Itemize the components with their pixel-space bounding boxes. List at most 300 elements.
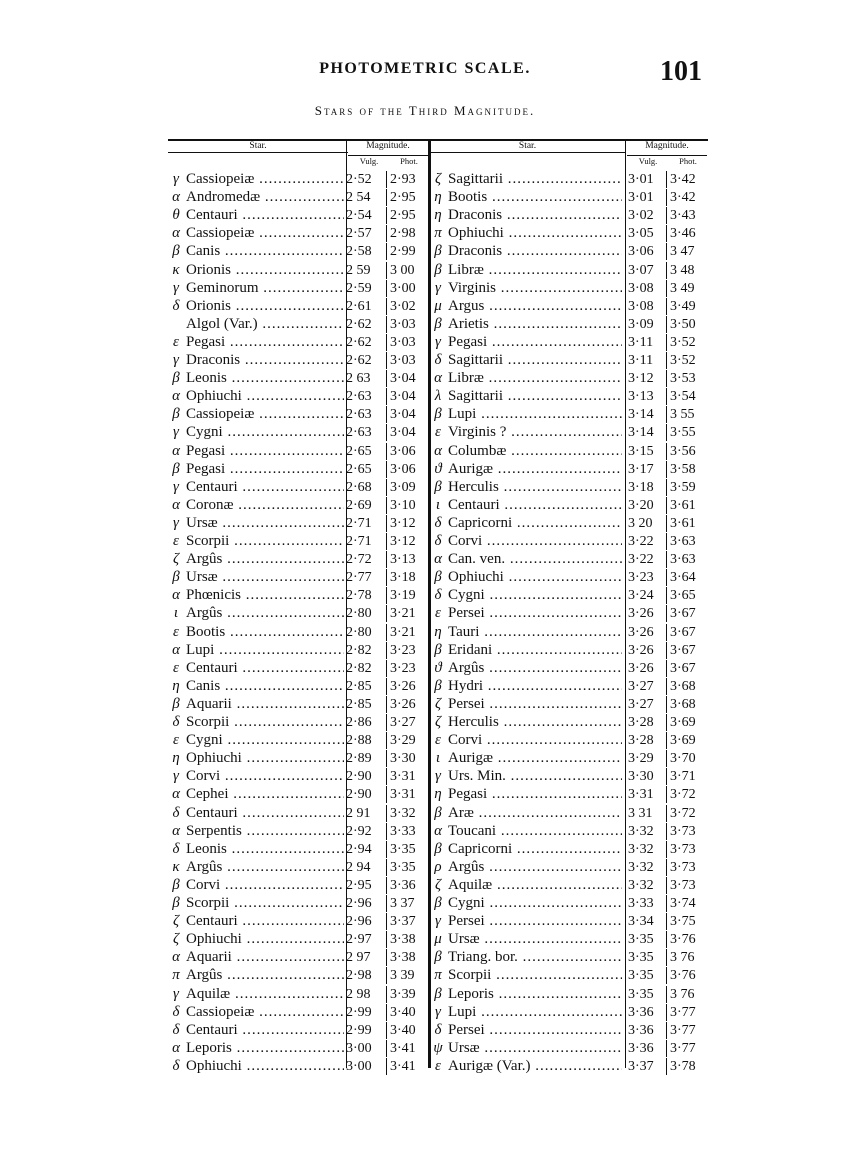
vulgar-magnitude: 3·29 bbox=[628, 751, 654, 767]
vulgar-magnitude: 3·06 bbox=[628, 244, 654, 260]
vulgar-magnitude: 3·20 bbox=[628, 497, 654, 513]
magnitude-divider bbox=[386, 895, 387, 912]
star-greek-letter: β bbox=[434, 406, 442, 423]
photometric-magnitude: 2·99 bbox=[390, 244, 416, 260]
magnitude-divider bbox=[666, 768, 667, 785]
table-row bbox=[168, 533, 448, 550]
magnitude-divider bbox=[386, 768, 387, 785]
magnitude-divider bbox=[386, 298, 387, 315]
vulgar-magnitude: 3·35 bbox=[628, 986, 654, 1002]
vulgar-magnitude: 3·37 bbox=[628, 1058, 654, 1074]
vulgar-magnitude: 2·86 bbox=[346, 715, 372, 730]
table-row bbox=[168, 750, 448, 767]
table-row bbox=[430, 841, 710, 858]
star-name: Herculis ..... bbox=[448, 479, 622, 496]
magnitude-divider bbox=[386, 1040, 387, 1057]
vulgar-magnitude: 2·92 bbox=[346, 823, 372, 839]
magnitude-divider bbox=[666, 443, 667, 460]
star-greek-letter: β bbox=[434, 949, 442, 966]
table-row bbox=[168, 551, 448, 568]
magnitude-divider bbox=[386, 841, 387, 858]
star-greek-letter: γ bbox=[435, 1003, 441, 1020]
magnitude-divider bbox=[386, 786, 387, 803]
vulgar-magnitude: 2·88 bbox=[346, 733, 372, 749]
table-row bbox=[168, 714, 448, 731]
table-caption: Stars of the Third Magnitude. bbox=[314, 103, 536, 118]
vulgar-magnitude: 3·35 bbox=[628, 932, 654, 948]
photometric-magnitude: 3·02 bbox=[390, 298, 416, 314]
photometric-magnitude: 3·71 bbox=[670, 769, 696, 785]
star-name: Libræ ..... bbox=[448, 262, 622, 279]
star-greek-letter: α bbox=[172, 587, 180, 604]
magnitude-divider bbox=[386, 243, 387, 260]
photometric-magnitude: 3·77 bbox=[670, 1022, 696, 1038]
magnitude-divider bbox=[386, 497, 387, 514]
star-name: Columbæ ..... bbox=[448, 443, 622, 460]
star-name: Bootis ..... bbox=[448, 189, 622, 206]
magnitude-divider bbox=[666, 949, 667, 966]
vulgar-magnitude: 3·01 bbox=[628, 190, 654, 206]
star-greek-letter: δ bbox=[434, 587, 442, 604]
star-name: Argus ..... bbox=[448, 298, 622, 315]
star-name: Pegasi ..... bbox=[448, 786, 622, 803]
star-name: Sagittarii ..... bbox=[448, 352, 622, 369]
star-greek-letter: α bbox=[172, 189, 180, 206]
star-name: Ophiuchi ..... bbox=[448, 225, 622, 242]
star-name: Cygni ..... bbox=[186, 424, 344, 441]
star-greek-letter: γ bbox=[435, 279, 441, 296]
vulgar-magnitude: 2·80 bbox=[346, 606, 372, 622]
vulgar-magnitude: 3·13 bbox=[628, 389, 654, 405]
magnitude-divider bbox=[386, 678, 387, 695]
magnitude-column-header-right: Magnitude. bbox=[645, 141, 689, 151]
magnitude-divider bbox=[666, 732, 667, 749]
table-row bbox=[168, 841, 448, 858]
photometric-magnitude: 3·63 bbox=[670, 552, 696, 568]
star-greek-letter: μ bbox=[434, 931, 442, 948]
table-row bbox=[168, 805, 448, 822]
photometric-magnitude: 3 00 bbox=[390, 262, 415, 278]
vulgar-magnitude: 2 97 bbox=[346, 950, 371, 966]
magnitude-divider bbox=[386, 859, 387, 876]
star-greek-letter: ι bbox=[435, 750, 441, 767]
photometric-magnitude: 3 47 bbox=[670, 244, 695, 260]
star-name: Sagittarii ..... bbox=[448, 388, 622, 405]
star-name: Draconis ..... bbox=[448, 207, 622, 224]
photometric-magnitude: 3·40 bbox=[390, 1022, 416, 1038]
photometric-magnitude: 3 76 bbox=[670, 986, 695, 1002]
star-greek-letter: δ bbox=[434, 514, 442, 531]
star-name: Aurigæ (Var.) ..... bbox=[448, 1058, 622, 1075]
photometric-magnitude: 3·67 bbox=[670, 642, 696, 658]
star-greek-letter: ϑ bbox=[434, 659, 442, 676]
table-row bbox=[430, 786, 710, 803]
vulgar-magnitude: 3·36 bbox=[628, 1040, 654, 1056]
star-greek-letter: α bbox=[434, 551, 442, 568]
vulgar-magnitude: 3·36 bbox=[628, 1004, 654, 1020]
table-row bbox=[430, 931, 710, 948]
phot-header-right: Phot. bbox=[679, 156, 697, 166]
star-greek-letter: α bbox=[172, 225, 180, 242]
star-greek-letter: β bbox=[172, 569, 180, 586]
vulgar-magnitude: 3·32 bbox=[628, 877, 654, 893]
vulgar-magnitude: 2·95 bbox=[346, 877, 372, 893]
magnitude-divider bbox=[666, 461, 667, 478]
star-greek-letter: α bbox=[172, 496, 180, 513]
star-name: Lupi ..... bbox=[448, 1004, 622, 1021]
magnitude-divider bbox=[666, 1022, 667, 1039]
table-row bbox=[430, 171, 710, 188]
table-row bbox=[168, 696, 448, 713]
star-greek-letter: β bbox=[434, 243, 442, 260]
photometric-magnitude: 3·23 bbox=[390, 642, 416, 658]
vulgar-magnitude: 2·71 bbox=[346, 515, 372, 531]
magnitude-divider bbox=[666, 225, 667, 242]
magnitude-divider bbox=[386, 388, 387, 405]
running-head: PHOTOMETRIC SCALE. bbox=[319, 60, 531, 77]
star-greek-letter: γ bbox=[435, 913, 441, 930]
vulgar-magnitude: 3·28 bbox=[628, 715, 654, 730]
star-name: Urs. Min. ..... bbox=[448, 768, 622, 785]
star-name: Orionis ..... bbox=[186, 298, 344, 315]
star-name: Argûs ..... bbox=[448, 859, 622, 876]
magnitude-divider bbox=[386, 696, 387, 713]
photometric-magnitude: 3·30 bbox=[390, 751, 416, 767]
vulgar-magnitude: 3·35 bbox=[628, 968, 654, 984]
vulgar-magnitude: 3·35 bbox=[628, 950, 654, 966]
magnitude-divider bbox=[386, 370, 387, 387]
star-name: Draconis ..... bbox=[448, 243, 622, 260]
star-name: Cygni ..... bbox=[448, 895, 622, 912]
star-greek-letter: β bbox=[434, 895, 442, 911]
star-greek-letter: γ bbox=[173, 352, 179, 368]
magnitude-divider bbox=[666, 660, 667, 677]
table-row bbox=[168, 1040, 448, 1057]
photometric-magnitude: 3·32 bbox=[390, 805, 416, 821]
star-greek-letter: ε bbox=[173, 623, 179, 640]
magnitude-divider bbox=[386, 533, 387, 550]
photometric-magnitude: 3·77 bbox=[670, 1004, 696, 1020]
vulgar-magnitude: 3·26 bbox=[628, 606, 654, 622]
star-greek-letter: β bbox=[172, 406, 180, 423]
table-row bbox=[430, 768, 710, 785]
magnitude-divider bbox=[386, 406, 387, 423]
photometric-magnitude: 3·69 bbox=[670, 733, 696, 749]
table-row bbox=[168, 642, 448, 659]
star-greek-letter: δ bbox=[434, 352, 442, 368]
table-row bbox=[168, 1004, 448, 1021]
photometric-magnitude: 3·41 bbox=[390, 1058, 416, 1074]
star-greek-letter: β bbox=[172, 895, 180, 911]
vulgar-magnitude: 2·96 bbox=[346, 914, 372, 930]
phot-header-left: Phot. bbox=[400, 156, 418, 166]
photometric-magnitude: 3·03 bbox=[390, 316, 416, 332]
vulgar-magnitude: 3·24 bbox=[628, 588, 654, 604]
vulgar-magnitude: 3·27 bbox=[628, 678, 654, 694]
table-row bbox=[168, 515, 448, 532]
star-greek-letter: δ bbox=[434, 1021, 442, 1038]
star-name: Aurigæ ..... bbox=[448, 461, 622, 478]
table-row bbox=[430, 207, 710, 224]
star-column-header-right: Star. bbox=[518, 141, 537, 151]
star-greek-letter: ζ bbox=[172, 551, 180, 568]
star-name: Ophiuchi ..... bbox=[186, 1058, 344, 1075]
magnitude-divider bbox=[666, 805, 667, 822]
star-greek-letter: β bbox=[434, 677, 442, 694]
magnitude-divider bbox=[386, 986, 387, 1003]
header-rule-right bbox=[430, 152, 625, 153]
star-name: Aquilæ ..... bbox=[448, 877, 622, 894]
header-rule-left bbox=[168, 152, 348, 153]
table-row bbox=[168, 823, 448, 840]
photometric-magnitude: 3·50 bbox=[670, 316, 696, 332]
table-row bbox=[168, 479, 448, 496]
vulgar-magnitude: 3·17 bbox=[628, 461, 654, 477]
table-row bbox=[430, 262, 710, 279]
star-greek-letter: γ bbox=[173, 171, 179, 187]
magnitude-divider bbox=[386, 949, 387, 966]
table-row bbox=[430, 986, 710, 1003]
photometric-magnitude: 3·36 bbox=[390, 877, 416, 893]
photometric-magnitude: 3·41 bbox=[390, 1040, 416, 1056]
vulgar-magnitude: 3·22 bbox=[628, 552, 654, 568]
magnitude-divider bbox=[666, 298, 667, 315]
star-name: Capricorni ..... bbox=[448, 515, 622, 532]
magnitude-divider bbox=[666, 479, 667, 496]
star-name: Centauri ..... bbox=[186, 479, 344, 496]
table-row bbox=[430, 732, 710, 749]
photometric-magnitude: 3·04 bbox=[390, 371, 416, 387]
vulgar-magnitude: 3·33 bbox=[628, 896, 654, 911]
vulgar-magnitude: 2·68 bbox=[346, 479, 372, 495]
star-name: Corvi ..... bbox=[448, 732, 622, 749]
star-name: Virginis ..... bbox=[448, 280, 622, 297]
photometric-magnitude: 3·54 bbox=[670, 389, 696, 405]
vulgar-magnitude: 2·63 bbox=[346, 425, 372, 441]
table-row bbox=[430, 823, 710, 840]
magnitude-divider bbox=[666, 913, 667, 930]
star-greek-letter: κ bbox=[172, 858, 180, 875]
photometric-magnitude: 3·75 bbox=[670, 914, 696, 930]
star-greek-letter: α bbox=[434, 822, 442, 839]
star-greek-letter: π bbox=[434, 967, 442, 984]
star-greek-letter: ζ bbox=[172, 913, 180, 930]
photometric-magnitude: 3·49 bbox=[670, 298, 696, 314]
magnitude-divider bbox=[386, 732, 387, 749]
table-row bbox=[168, 497, 448, 514]
vulgar-magnitude: 3 20 bbox=[628, 515, 653, 531]
star-greek-letter: ρ bbox=[434, 858, 442, 875]
star-column-header-left: Star. bbox=[249, 141, 267, 151]
star-name: Sagittarii ..... bbox=[448, 171, 622, 188]
vulgar-magnitude: 3·26 bbox=[628, 642, 654, 658]
table-row bbox=[430, 587, 710, 604]
photometric-magnitude: 3·26 bbox=[390, 678, 416, 694]
star-greek-letter: ε bbox=[435, 1057, 441, 1074]
photometric-magnitude: 3·78 bbox=[670, 1058, 696, 1074]
magnitude-divider bbox=[666, 986, 667, 1003]
table-row bbox=[168, 370, 448, 387]
photometric-magnitude: 3·61 bbox=[670, 497, 696, 513]
magnitude-divider bbox=[666, 1004, 667, 1021]
magnitude-divider bbox=[386, 805, 387, 822]
table-row bbox=[168, 406, 448, 423]
magnitude-divider bbox=[666, 406, 667, 423]
star-name: Herculis ..... bbox=[448, 714, 622, 731]
table-row bbox=[430, 605, 710, 622]
magnitude-column-header-left: Magnitude. bbox=[366, 141, 410, 151]
magnitude-divider bbox=[386, 642, 387, 659]
magnitude-divider bbox=[386, 424, 387, 441]
magnitude-divider bbox=[666, 1040, 667, 1057]
table-row bbox=[430, 388, 710, 405]
star-greek-letter: β bbox=[172, 243, 180, 260]
vulgar-magnitude: 2 59 bbox=[346, 262, 371, 278]
vulgar-magnitude: 3·36 bbox=[628, 1022, 654, 1038]
star-greek-letter: ε bbox=[173, 732, 179, 749]
table-row bbox=[430, 370, 710, 387]
table-row bbox=[430, 642, 710, 659]
table-row bbox=[430, 624, 710, 641]
vulgar-magnitude: 3·27 bbox=[628, 696, 654, 712]
table-row bbox=[430, 1058, 710, 1075]
star-name: Libræ ..... bbox=[448, 370, 622, 387]
table-row bbox=[168, 171, 448, 188]
magnitude-divider bbox=[386, 207, 387, 224]
magnitude-divider bbox=[386, 1004, 387, 1021]
star-greek-letter: δ bbox=[172, 1003, 180, 1020]
table-row bbox=[168, 967, 448, 984]
star-name: Scorpii ..... bbox=[186, 895, 344, 912]
magnitude-divider bbox=[666, 714, 667, 731]
star-greek-letter: δ bbox=[172, 714, 180, 730]
photometric-magnitude: 3·67 bbox=[670, 606, 696, 622]
photometric-magnitude: 3·52 bbox=[670, 353, 696, 368]
vulgar-magnitude: 3·23 bbox=[628, 570, 654, 586]
vulgar-magnitude: 3·30 bbox=[628, 769, 654, 785]
vulg-header-left: Vulg. bbox=[359, 156, 379, 166]
star-greek-letter: ϑ bbox=[434, 460, 442, 477]
photometric-magnitude: 3·38 bbox=[390, 932, 416, 948]
star-name: Cygni ..... bbox=[186, 732, 344, 749]
vulgar-magnitude: 2·69 bbox=[346, 497, 372, 513]
magnitude-divider bbox=[666, 497, 667, 514]
photometric-magnitude: 3·40 bbox=[390, 1004, 416, 1020]
vulgar-magnitude: 2·54 bbox=[346, 208, 372, 224]
star-name: Virginis ? ..... bbox=[448, 424, 622, 441]
table-row bbox=[430, 533, 710, 550]
vulgar-magnitude: 2·82 bbox=[346, 642, 372, 658]
vulgar-magnitude: 2 54 bbox=[346, 190, 371, 206]
table-row bbox=[430, 280, 710, 297]
photometric-magnitude: 3·26 bbox=[390, 696, 416, 712]
magnitude-divider bbox=[666, 189, 667, 206]
table-row bbox=[168, 352, 448, 369]
magnitude-divider bbox=[666, 786, 667, 803]
table-row bbox=[168, 678, 448, 695]
photometric-magnitude: 3·12 bbox=[390, 534, 416, 549]
star-name: Geminorum ..... bbox=[186, 280, 344, 297]
photometric-magnitude: 3·67 bbox=[670, 624, 696, 640]
star-name: Leporis ..... bbox=[186, 1040, 344, 1057]
vulgar-magnitude: 3·11 bbox=[628, 334, 654, 350]
star-greek-letter: α bbox=[172, 949, 180, 966]
star-name: Cassiopeiæ ..... bbox=[186, 225, 344, 242]
magnitude-divider bbox=[386, 624, 387, 641]
star-name: Orionis ..... bbox=[186, 262, 344, 279]
table-row bbox=[168, 931, 448, 948]
vulgar-magnitude: 2·63 bbox=[346, 389, 372, 405]
star-greek-letter: ψ bbox=[433, 1039, 443, 1056]
photometric-magnitude: 3·65 bbox=[670, 588, 696, 604]
vulgar-magnitude: 2·62 bbox=[346, 353, 372, 368]
photometric-magnitude: 3·67 bbox=[670, 660, 696, 676]
magnitude-divider bbox=[666, 696, 667, 713]
table-row bbox=[430, 352, 710, 369]
table-row bbox=[430, 1022, 710, 1039]
vulgar-magnitude: 3·32 bbox=[628, 841, 654, 857]
table-row bbox=[168, 298, 448, 315]
star-name: Scorpii ..... bbox=[186, 533, 344, 550]
star-greek-letter: δ bbox=[172, 804, 180, 821]
table-row bbox=[168, 605, 448, 622]
photometric-magnitude: 3·68 bbox=[670, 696, 696, 712]
star-greek-letter: α bbox=[172, 822, 180, 839]
star-name: Triang. bor. ..... bbox=[448, 949, 622, 966]
table-row bbox=[430, 678, 710, 695]
magnitude-divider bbox=[666, 334, 667, 351]
star-name: Centauri ..... bbox=[186, 660, 344, 677]
star-greek-letter: β bbox=[434, 569, 442, 586]
magnitude-divider bbox=[386, 823, 387, 840]
magnitude-divider bbox=[386, 605, 387, 622]
magnitude-divider bbox=[386, 334, 387, 351]
star-greek-letter: α bbox=[172, 1039, 180, 1056]
photometric-magnitude: 3·61 bbox=[670, 515, 696, 531]
magnitude-divider bbox=[386, 1022, 387, 1039]
photometric-magnitude: 3·29 bbox=[390, 733, 416, 749]
magnitude-divider bbox=[386, 479, 387, 496]
photometric-magnitude: 3·55 bbox=[670, 425, 696, 441]
star-greek-letter: γ bbox=[435, 333, 441, 350]
magnitude-divider bbox=[666, 877, 667, 894]
star-greek-letter: θ bbox=[172, 207, 180, 224]
vulgar-magnitude: 2·57 bbox=[346, 226, 372, 242]
photometric-magnitude: 3·31 bbox=[390, 787, 416, 803]
star-name: Pegasi ..... bbox=[448, 334, 622, 351]
photometric-magnitude: 3·03 bbox=[390, 334, 416, 350]
vulgar-magnitude: 2·77 bbox=[346, 570, 372, 586]
star-greek-letter: η bbox=[434, 207, 442, 224]
star-name: Eridani ..... bbox=[448, 642, 622, 659]
photometric-magnitude: 3·73 bbox=[670, 841, 696, 857]
magnitude-divider bbox=[666, 823, 667, 840]
magnitude-divider bbox=[386, 587, 387, 604]
magnitude-divider bbox=[386, 551, 387, 568]
table-row bbox=[168, 424, 448, 441]
table-row bbox=[430, 714, 710, 731]
table-row bbox=[168, 225, 448, 242]
photometric-magnitude: 3·73 bbox=[670, 877, 696, 893]
magnitude-divider bbox=[666, 533, 667, 550]
table-row bbox=[168, 262, 448, 279]
star-name: Argûs ..... bbox=[448, 660, 622, 677]
table-row bbox=[168, 986, 448, 1003]
star-name: Ophiuchi ..... bbox=[186, 750, 344, 767]
photometric-magnitude: 3·39 bbox=[390, 986, 416, 1002]
photometric-magnitude: 3·72 bbox=[670, 805, 696, 821]
table-row bbox=[168, 913, 448, 930]
